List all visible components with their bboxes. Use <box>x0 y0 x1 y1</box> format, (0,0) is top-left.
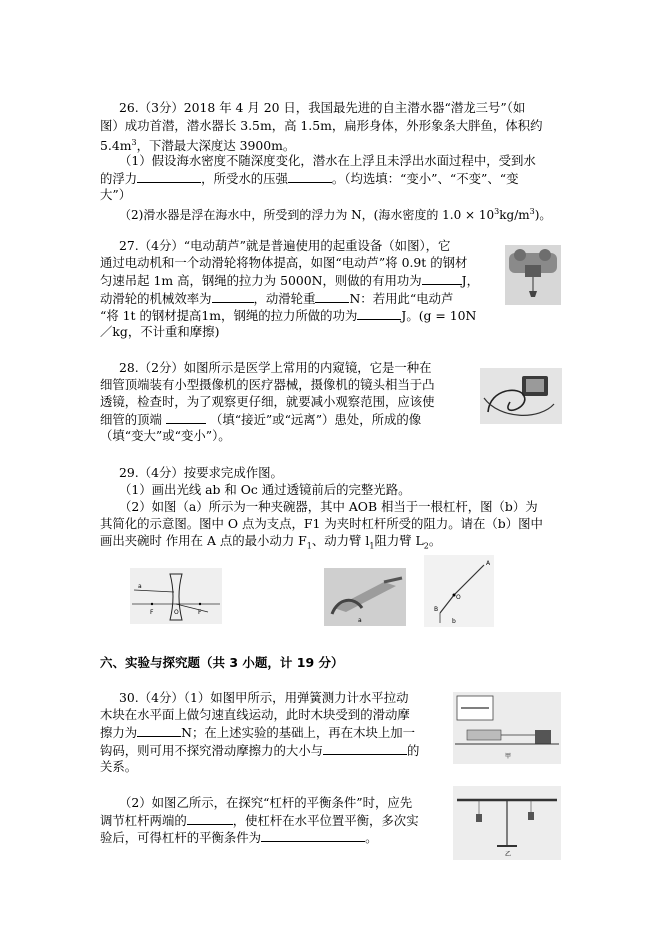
q26-p1-line2: 的浮力 ，所受水的压强 。（均选填：“变小”、“不变”、“变 <box>100 171 519 186</box>
q28-line2: 细管顶端装有小型摄像机的医疗器械，摄像机的镜头相当于凸 <box>100 377 435 392</box>
q29-line5: 画出夹碗时 作用在 A 点的最小动力 $F_1$、动力臂 $l_1$阻力臂 $L_2$。 <box>100 533 442 551</box>
svg-text:b: b <box>452 618 456 625</box>
q30-p2-line2: 调节杠杆两端的 ，使杠杆在水平位置平衡，多次实 <box>100 813 419 828</box>
answer-blank[interactable] <box>261 829 365 842</box>
svg-text:F: F <box>150 609 154 616</box>
q26-line2: 图）成功首潜，潜水器长 3.5m，高 1.5m，扁形身体，外形象条大胖鱼，体积约 <box>100 118 543 133</box>
lever-balance-diagram <box>453 786 561 860</box>
lever-schematic <box>424 555 494 627</box>
q30-line3: 擦力为 N；在上述实验的基础上，再在木块上加一 <box>100 725 416 740</box>
q30-line4: 钩码，则可用不探究滑动摩擦力的大小与 的 <box>100 743 420 758</box>
answer-blank[interactable] <box>187 812 233 825</box>
q30-line5: 关系。 <box>100 759 138 774</box>
answer-blank[interactable] <box>166 411 206 424</box>
q29-line1: 29.（4分）按要求完成作图。 <box>119 465 283 480</box>
q26-p1-line3: 大”） <box>100 187 132 202</box>
q28-line5: （填“变大”或“变小”）。 <box>100 428 231 443</box>
q26-line1: 26.（3分）2018 年 4 月 20 日，我国最先进的自主潜水器“潜龙三号”（如 <box>119 100 526 115</box>
q27-line5: “将 1t 的钢材提高1m，钢绳的拉力所做的功为 J。(g = 10N <box>100 308 477 323</box>
q28-line1: 28.（2分）如图所示是医学上常用的内窥镜，它是一种在 <box>119 360 432 375</box>
q27-line2: 通过电动机和一个动滑轮将物体提高，如图“电动芦”将 0.9t 的钢材 <box>100 255 468 270</box>
q26-line3: $5.4m^3$，下潜最大深度达 3900m。 <box>100 138 296 154</box>
answer-blank[interactable] <box>137 724 181 737</box>
q30-line1: 30.（4分）（1）如图甲所示，用弹簧测力计水平拉动 <box>119 690 409 705</box>
endoscope-image <box>480 368 562 424</box>
q29-line3: （2）如图（a）所示为一种夹碗器，其中 AOB 相当于一根杠杆，图（b）为 <box>119 499 538 514</box>
q30-p2-line3: 验后，可得杠杆的平衡条件为 。 <box>100 830 378 845</box>
answer-blank[interactable] <box>288 170 332 183</box>
q27-line3: 匀速吊起 1m 高，钢绳的拉力为 5000N，则做的有用功为 J， <box>100 273 479 288</box>
q27-line1: 27.（4分）“电动葫芦”就是普遍使用的起重设备（如图），它 <box>119 238 451 253</box>
q26-p2: （2)滑水器是浮在海水中，所受到的浮力为 N，(海水密度的 $1.0 \times 10^3kg/m^3$)。 <box>119 207 552 222</box>
svg-text:乙: 乙 <box>505 851 512 858</box>
bowl-clamp-photo <box>324 568 406 626</box>
concave-lens-diagram <box>130 568 222 624</box>
svg-text:甲: 甲 <box>505 753 512 760</box>
svg-text:a: a <box>138 583 142 590</box>
svg-text:A: A <box>486 560 491 567</box>
q29-line2: （1）画出光线 ab 和 Oc 通过透镜前后的完整光路。 <box>119 482 411 497</box>
q30-line2: 木块在水平面上做匀速直线运动，此时木块受到的滑动摩 <box>100 707 410 722</box>
q28-line4: 细管的顶端 （填“接近”或“远离”）患处，所成的像 <box>100 412 422 427</box>
answer-blank[interactable] <box>212 290 254 303</box>
svg-text:O: O <box>456 594 461 601</box>
q27-line6: ／kg，不计重和摩擦) <box>100 324 220 339</box>
q29-line4: 其简化的示意图。图中 O 点为支点，F1 为夹时杠杆所受的阻力。请在（b）图中 <box>100 516 543 531</box>
answer-blank[interactable] <box>315 290 349 303</box>
q28-line3: 透镜，检查时，为了观察更仔细，就要减小观察范围，应该使 <box>100 394 435 409</box>
electric-hoist-image <box>505 245 561 305</box>
svg-text:O: O <box>174 609 179 616</box>
svg-text:F: F <box>198 609 202 616</box>
svg-text:a: a <box>358 617 362 624</box>
answer-blank[interactable] <box>422 272 462 285</box>
svg-text:B: B <box>434 606 439 613</box>
q26-p1-line1: （1）假设海水密度不随深度变化，潜水在上浮且未浮出水面过程中，受到水 <box>119 153 536 168</box>
answer-blank[interactable] <box>323 742 407 755</box>
q27-line4: 动滑轮的机械效率为 ，动滑轮重 N：若用此“电动芦 <box>100 291 454 306</box>
answer-blank[interactable] <box>137 170 201 183</box>
answer-blank[interactable] <box>357 307 401 320</box>
q30-p2-line1: （2）如图乙所示，在探究“杠杆的平衡条件”时，应先 <box>119 795 413 810</box>
section-heading: 六、实验与探究题（共 3 小题，计 19 分） <box>100 655 344 670</box>
spring-scale-diagram <box>453 692 561 764</box>
